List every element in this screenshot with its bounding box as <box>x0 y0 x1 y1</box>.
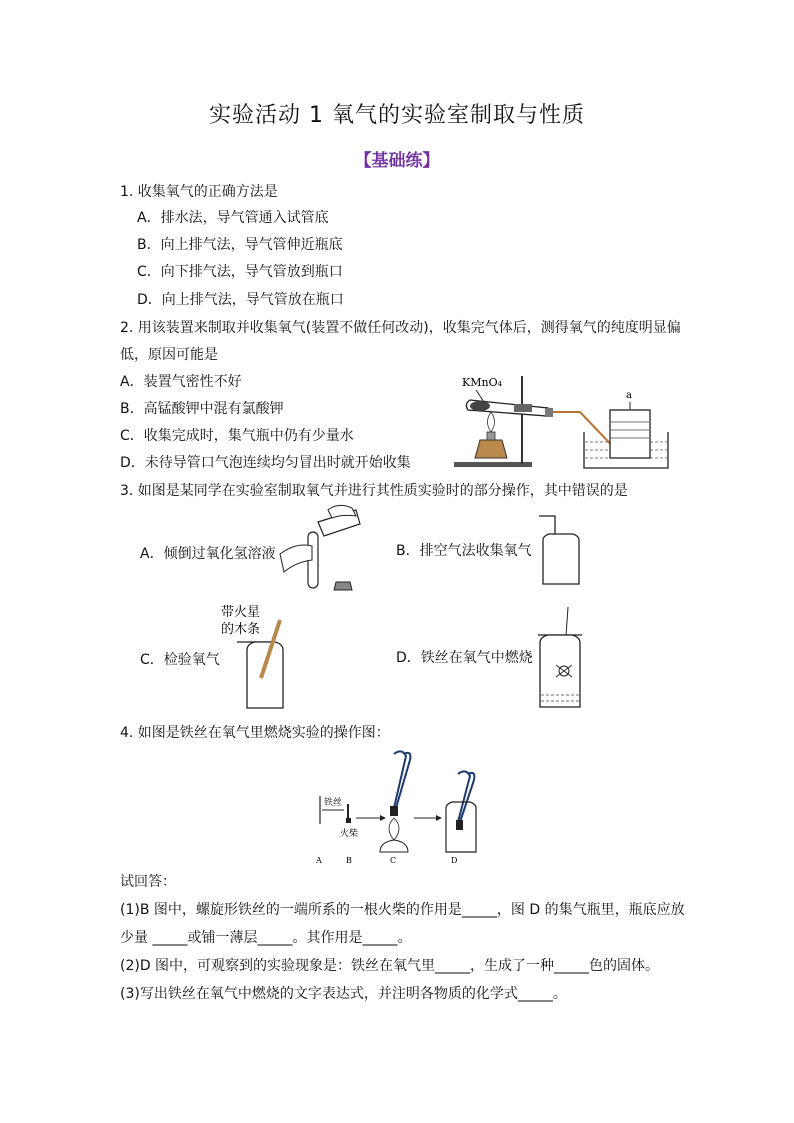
q2-option-b: B．高锰酸钾中混有氯酸钾 <box>120 401 284 417</box>
fig-c-lamp <box>380 818 408 852</box>
q4-prompt: 试回答： <box>120 874 176 890</box>
q4-part1-line2: 少量 _____或铺一薄层_____。其作用是_____。 <box>120 930 412 946</box>
page-title: 实验活动 1 氧气的实验室制取与性质 <box>209 103 585 128</box>
section-heading: 【基础练】 <box>354 151 440 171</box>
q3-figure-a-pouring <box>278 502 368 592</box>
q1-option-d: D．向上排气法，导气管放在瓶口 <box>137 292 344 308</box>
fig-b-match <box>346 818 351 823</box>
q2-stem-line1: 2. 用该装置来制取并收集氧气(装置不做任何改动)，收集完气体后，测得氧气的纯度明显偏 <box>120 320 681 336</box>
q3-figure-c-test <box>215 602 325 712</box>
fig-c-tongs <box>390 751 410 816</box>
gas-bottle-c <box>247 642 283 708</box>
q3-option-b: B．排空气法收集氧气 <box>396 543 532 559</box>
match-label: 火柴 <box>340 829 359 839</box>
q2-stem-line2: 低，原因可能是 <box>120 347 218 363</box>
q4-part3: (3)写出铁丝在氧气中燃烧的文字表达式，并注明各物质的化学式_____。 <box>120 986 567 1002</box>
hand-left <box>280 545 312 572</box>
bottle-stopper <box>334 582 352 590</box>
iron-label: 铁丝 <box>324 798 343 808</box>
test-tube <box>466 390 548 416</box>
stand-base <box>454 462 532 467</box>
fig-label-c: C <box>390 856 397 865</box>
collecting-bottle <box>610 390 650 458</box>
q2-label-a: a <box>626 390 632 401</box>
fig-label-a: A <box>316 856 322 865</box>
fig-d-tongs <box>456 771 474 830</box>
q3-option-a: A．倾倒过氧化氢溶液 <box>140 546 276 562</box>
q2-option-d: D．未待导管口气泡连续均匀冒出时就开始收集 <box>120 455 411 471</box>
gas-bottle-b <box>543 534 579 584</box>
q2-option-a: A．装置气密性不好 <box>120 374 242 390</box>
clamp <box>514 404 532 412</box>
q3-figure-d-iron <box>530 605 590 710</box>
q2-apparatus-figure <box>452 372 672 472</box>
alcohol-lamp <box>475 412 507 458</box>
q1-option-c: C．向下排气法，导气管放到瓶口 <box>137 264 343 280</box>
q3-figure-b-bottle <box>537 512 587 587</box>
stick-label-line1: 带火星 <box>221 605 261 620</box>
q3-option-d: D．铁丝在氧气中燃烧 <box>396 650 533 666</box>
gas-bottle-d <box>540 635 580 707</box>
q4-stem: 4. 如图是铁丝在氧气里燃烧实验的操作图： <box>120 725 390 741</box>
q1-option-b: B．向上排气法，导气管伸近瓶底 <box>137 237 343 253</box>
stick-label-line2: 的木条 <box>221 622 261 637</box>
q4-operation-figure <box>310 748 490 868</box>
q3-stem: 3. 如图是某同学在实验室制取氧气并进行其性质实验时的部分操作，其中错误的是 <box>120 483 628 499</box>
q1-option-a: A．排水法，导气管通入试管底 <box>137 210 329 226</box>
fig-label-b: B <box>346 856 352 865</box>
q3-option-c: C．检验氧气 <box>140 652 220 668</box>
fig-label-d: D <box>451 856 458 865</box>
q2-option-c: C．收集完成时，集气瓶中仍有少量水 <box>120 428 354 444</box>
q4-part1-line1: (1)B 图中，螺旋形铁丝的一端所系的一根火柴的作用是_____，图 D 的集气瓶里，瓶底应放 <box>120 902 685 918</box>
q1-stem: 1. 收集氧气的正确方法是 <box>120 184 278 200</box>
stopper <box>545 408 553 417</box>
q2-reagent-label: KMnO₄ <box>462 376 502 389</box>
q4-part2: (2)D 图中，可观察到的实验现象是：铁丝在氧气里_____，生成了一种_____色的固体。 <box>120 958 660 974</box>
